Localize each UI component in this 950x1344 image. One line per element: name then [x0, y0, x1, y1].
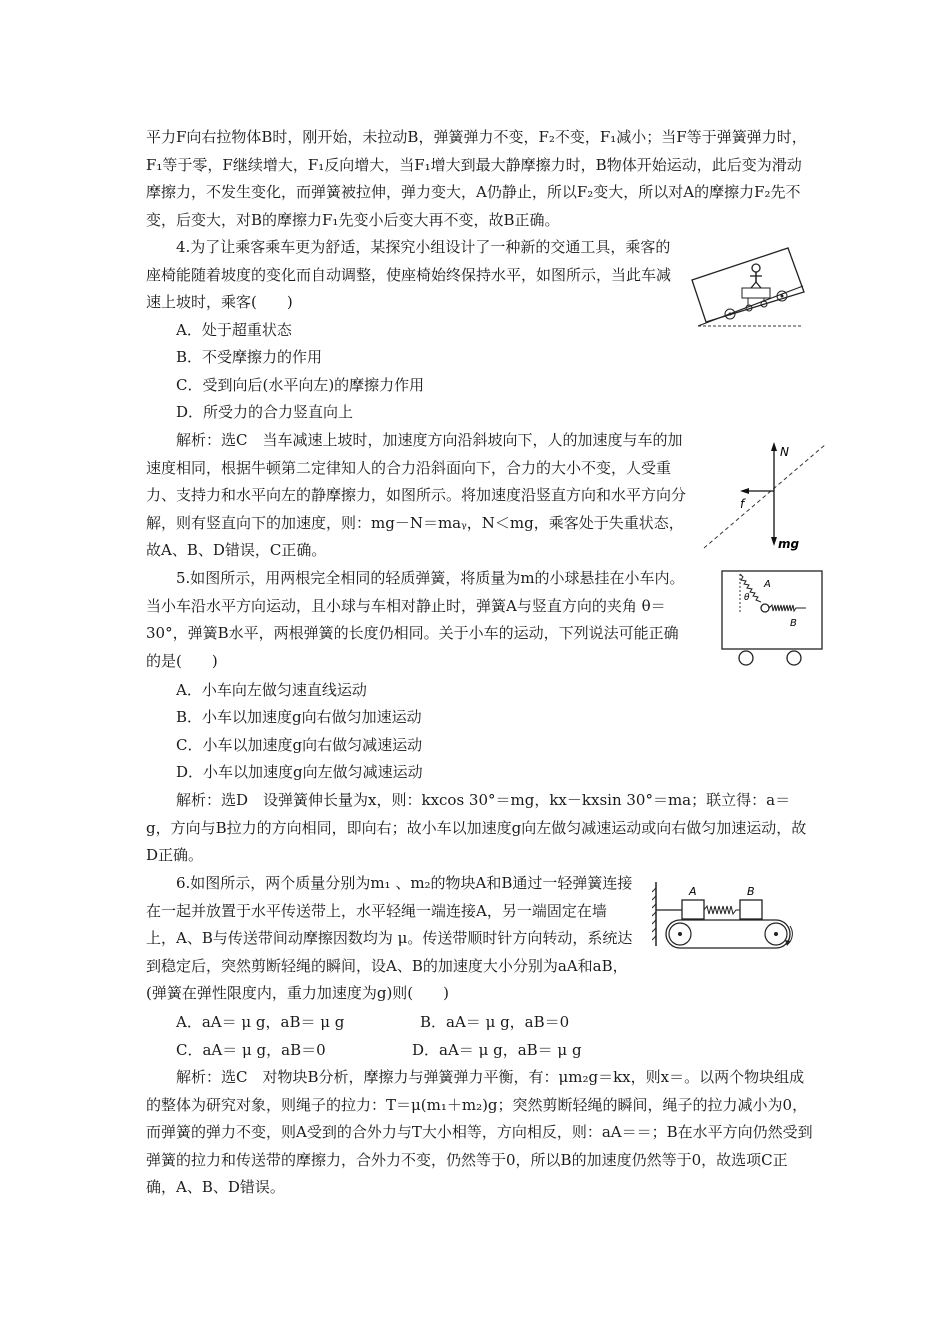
- label-f: f: [740, 497, 745, 511]
- q6-option-c: C．aA＝ μ g，aB＝0: [176, 1041, 326, 1059]
- q4-force-diagram: [700, 438, 830, 553]
- q5-option-b: B．小车以加速度g向右做匀加速运动: [176, 708, 422, 726]
- q4-option-d: D．所受力的合力竖直向上: [176, 403, 354, 421]
- q5-stem: 5.如图所示，用两根完全相同的轻质弹簧，将质量为m的小球悬挂在小车内。当小车沿水平方向运动，且小球与车相对静止时，弹簧A与竖直方向的夹角 θ＝30°，弹簧B水平，两根弹簧的长度仍相同。关于小车的运动，下列说法可能正确的是( ): [146, 569, 685, 670]
- q6-option-a: A．aA＝ μ g，aB＝ μ g: [176, 1013, 345, 1031]
- q6-option-d: D．aA＝ μ g，aB＝ μ g: [412, 1041, 582, 1059]
- label-spring-b: B: [790, 618, 797, 629]
- q6-analysis: 解析：选C 对物块B分析，摩擦力与弹簧弹力平衡，有：μm₂g＝kx，则x＝。以两个物块组成的整体为研究对象，则绳子的拉力：T＝μ(m₁＋m₂)g；突然剪断轻绳的瞬间，绳子的拉力减小为0，而弹簧的弹力不变，则A受到的合外力与T大小相等，方向相反，则：aA＝＝；B在水平方向仍然受到弹簧的拉力和传送带的摩擦力，合外力不变，仍然等于0，所以B的加速度仍然等于0，故选项C正确，A、B、D错误。: [146, 1068, 813, 1196]
- label-theta: θ: [744, 593, 750, 603]
- q5-analysis: 解析：选D 设弹簧伸长量为x，则：kxcos 30°＝mg，kx－kxsin 30°＝ma；联立得：a＝g，方向与B拉力的方向相同，即向右；故小车以加速度g向左做匀减速运动或向右做匀加速运动，故D正确。: [146, 791, 807, 864]
- label-block-a: A: [689, 885, 697, 898]
- q4-stem: 4.为了让乘客乘车更为舒适，某探究小组设计了一种新的交通工具，乘客的座椅能随着坡度的变化而自动调整，使座椅始终保持水平，如图所示，当此车减速上坡时，乘客( ): [146, 238, 672, 311]
- q4-slope-vehicle-figure: [688, 234, 808, 329]
- q4-option-a: A．处于超重状态: [176, 321, 292, 339]
- q5-option-c: C．小车以加速度g向右做匀减速运动: [176, 736, 423, 754]
- q5-option-d: D．小车以加速度g向左做匀减速运动: [176, 763, 423, 781]
- q5-option-a: A．小车向左做匀速直线运动: [176, 681, 367, 699]
- prev-analysis-text: 平力F向右拉物体B时，刚开始，未拉动B，弹簧弹力不变，F₂不变，F₁减小；当F等于弹簧弹力时，F₁等于零，F继续增大，F₁反向增大，当F₁增大到最大静摩擦力时，B物体开始运动，此后变为滑动摩擦力，不发生变化，而弹簧被拉伸，弹力变大，A仍静止，所以F₂变大，所以对A的摩擦力F₂先不变，后变大，对B的摩擦力F₁先变小后变大再不变，故B正确。: [146, 128, 807, 229]
- label-block-b: B: [747, 885, 755, 898]
- label-spring-a: A: [764, 579, 771, 590]
- q5-cart-springs-figure: [720, 568, 826, 668]
- q6-option-b: B．aA＝ μ g，aB＝0: [420, 1013, 570, 1031]
- label-N: N: [780, 445, 789, 459]
- label-mg: mg: [778, 537, 800, 551]
- q4-option-b: B．不受摩擦力的作用: [176, 348, 323, 366]
- q4-option-c: C．受到向后(水平向左)的摩擦力作用: [176, 376, 425, 394]
- q4-analysis: 解析：选C 当车减速上坡时，加速度方向沿斜坡向下，人的加速度与车的加速度相同，根据牛顿第二定律知人的合力沿斜面向下，合力的大小不变，人受重力、支持力和水平向左的静摩擦力，如图所示。将加速度沿竖直方向和水平方向分解，则有竖直向下的加速度，则：mg－N＝maᵧ，N＜mg，乘客处于失重状态，故A、B、D错误，C正确。: [146, 431, 687, 559]
- q6-stem: 6.如图所示，两个质量分别为m₁ 、m₂的物块A和B通过一轻弹簧连接在一起并放置于水平传送带上，水平轻绳一端连接A，另一端固定在墙上，A、B与传送带间动摩擦因数均为 μ。传送带顺时针方向转动，系统达到稳定后，突然剪断轻绳的瞬间，设A、B的加速度大小分别为aA和aB，(弹簧在弹性限度内，重力加速度为g)则( ): [146, 874, 633, 1002]
- q6-conveyor-figure: [652, 880, 798, 950]
